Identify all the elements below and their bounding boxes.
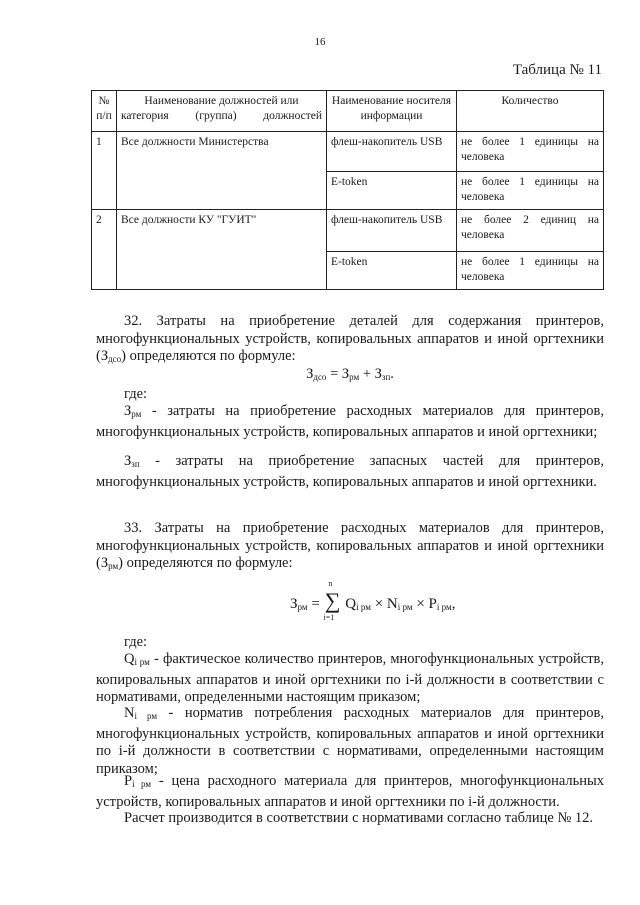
- row-quantity: не более 1 единицы на человека: [457, 252, 604, 290]
- header-carrier: Наименование носителя информации: [327, 91, 457, 132]
- definition-p: $P_{i рм}$ - цена расходного материала для принтеров, многофункциональных устройств, копировальных аппаратов и иной оргтехники по i-й должности.: [96, 773, 605, 810]
- row-carrier: флеш-накопитель USB: [327, 210, 457, 252]
- where-label: где:: [124, 386, 148, 402]
- row-quantity: не более 1 единицы на человека: [457, 132, 604, 172]
- row-quantity: не более 1 единицы на человека: [457, 172, 604, 210]
- page-number: 16: [314, 36, 326, 48]
- table-row: [92, 210, 604, 252]
- row-carrier: E-token: [327, 172, 457, 210]
- table-row: [92, 132, 604, 172]
- table-header-row: [92, 91, 604, 132]
- definition-n: $N_{i рм}$ - норматив потребления расходных материалов для принтеров, многофункциональных устройств, копировальных аппаратов и иной оргтехники по i-й должности в соответствии с нормативами, определенными настоящим приказом;: [96, 705, 604, 777]
- sum-symbol: n ∑ i=1: [323, 579, 341, 622]
- row-carrier: флеш-накопитель USB: [327, 132, 457, 172]
- row-position: Все должности Министерства: [117, 132, 327, 210]
- definition-zrm: $З_{рм}$ - затраты на приобретение расходных материалов для принтеров, многофункциональных устройств, копировальных аппаратов и иной оргтехники;: [96, 403, 604, 440]
- header-position: Наименование должностей или категория (группа) должностей: [117, 91, 327, 132]
- paragraph-32: 32. Затраты на приобретение деталей для содержания принтеров, многофункциональных устройств, копировальных аппаратов и иной оргтехники $(З_{дсо})$ определяются по формуле:: [96, 313, 604, 364]
- where-label-2: где:: [124, 634, 148, 650]
- definition-zzp: $З_{зп}$ - затраты на приобретение запасных частей для принтеров, многофункциональных устройств, копировальных аппаратов и иной оргтехники.: [96, 453, 604, 490]
- definition-q: $Q_{i рм}$ - фактическое количество принтеров, многофункциональных устройств, копировальных аппаратов и иной оргтехники по i-й должности в соответствии с нормативами, определенными настоящим приказом;: [96, 651, 605, 705]
- norms-table: [91, 90, 604, 290]
- formula-zrm: $З_{рм}$ = n ∑ i=1 $Q_{i рм} \times N_{i рм} \times P_{i рм}$,: [290, 579, 456, 622]
- closing-paragraph: Расчет производится в соответствии с нормативами согласно таблице № 12.: [124, 810, 594, 826]
- row-carrier: E-token: [327, 252, 457, 290]
- row-number: 2: [92, 210, 117, 290]
- row-position: Все должности КУ "ГУИТ": [117, 210, 327, 290]
- formula-zdso: $З_{дсо} = З_{рм} + З_{зп}$.: [306, 366, 394, 382]
- header-num: № п/п: [92, 91, 117, 132]
- header-quantity: Количество: [457, 91, 604, 132]
- paragraph-33: 33. Затраты на приобретение расходных материалов для принтеров, многофункциональных устройств, копировальных аппаратов и иной оргтехники $(З_{рм})$ определяются по формуле:: [96, 520, 604, 571]
- table-caption: Таблица № 11: [512, 62, 602, 78]
- row-number: 1: [92, 132, 117, 210]
- row-quantity: не более 2 единиц на человека: [457, 210, 604, 252]
